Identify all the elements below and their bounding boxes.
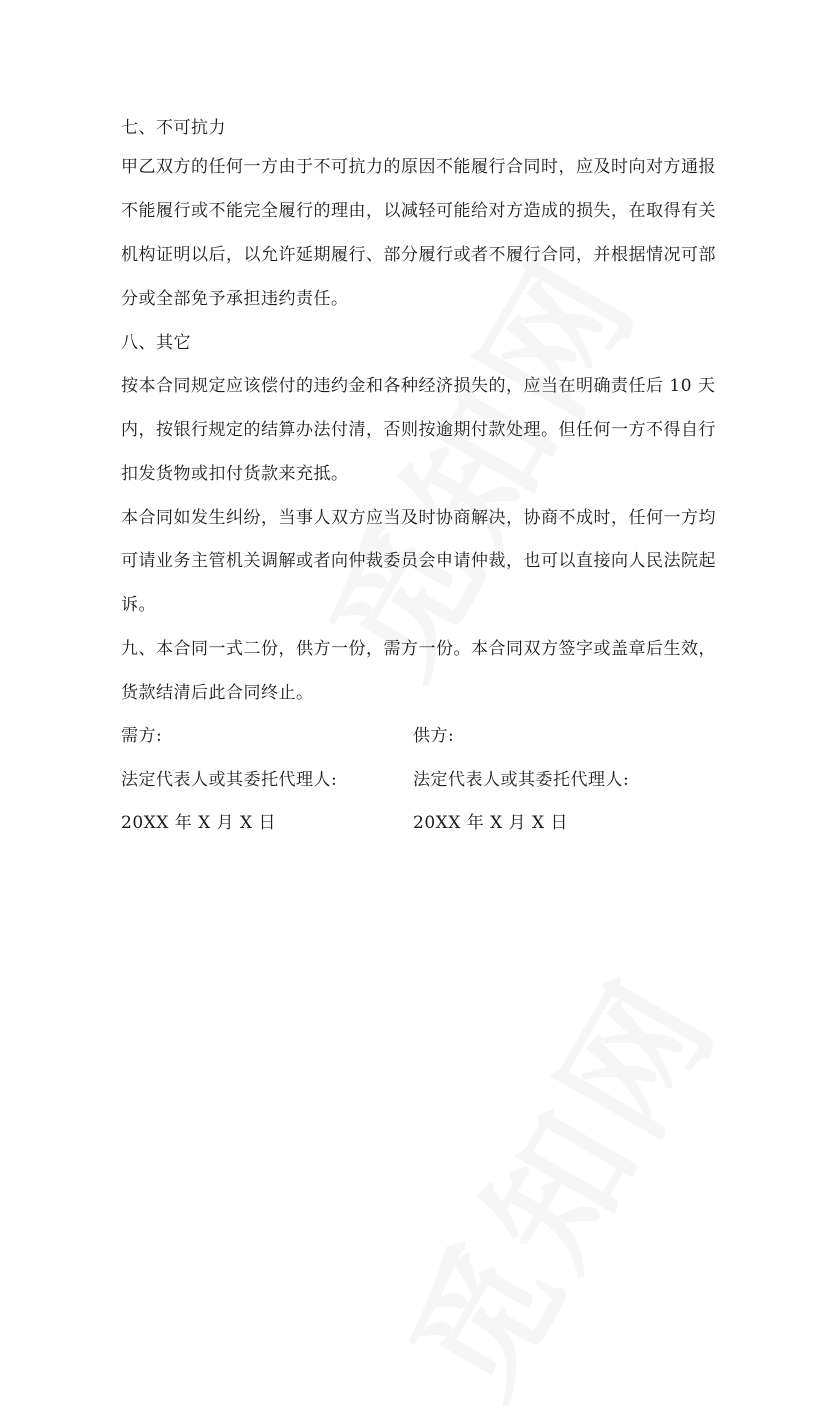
paragraph-line: 机构证明以后，以允许延期履行、部分履行或者不履行合同，并根据情况可部: [121, 245, 716, 265]
buyer-representative-label: 法定代表人或其委托代理人:: [121, 770, 338, 790]
buyer-party-label: 需方:: [121, 726, 163, 746]
section-heading-other: 八、其它: [121, 333, 191, 353]
paragraph-line: 分或全部免予承担违约责任。: [121, 289, 349, 309]
paragraph-line: 本合同如发生纠纷，当事人双方应当及时协商解决，协商不成时，任何一方均: [121, 508, 716, 528]
paragraph-line: 可请业务主管机关调解或者向仲裁委员会申请仲裁，也可以直接向人民法院起: [121, 551, 716, 571]
section-heading-force-majeure: 七、不可抗力: [121, 118, 226, 138]
paragraph-line: 内，按银行规定的结算办法付清，否则按逾期付款处理。但任何一方不得自行: [121, 420, 716, 440]
paragraph-line: 货款结清后此合同终止。: [121, 683, 314, 703]
paragraph-line: 不能履行或不能完全履行的理由，以减轻可能给对方造成的损失，在取得有关: [121, 201, 716, 221]
seller-date: 20XX 年 X 月 X 日: [413, 813, 569, 833]
seller-party-label: 供方:: [413, 726, 455, 746]
paragraph-line: 诉。: [121, 595, 156, 615]
buyer-date: 20XX 年 X 月 X 日: [121, 813, 277, 833]
paragraph-line: 甲乙双方的任何一方由于不可抗力的原因不能履行合同时，应及时向对方通报: [121, 157, 716, 177]
seller-representative-label: 法定代表人或其委托代理人:: [413, 770, 630, 790]
paragraph-line: 按本合同规定应该偿付的违约金和各种经济损失的，应当在明确责任后 10 天: [121, 376, 716, 396]
paragraph-line: 九、本合同一式二份，供方一份，需方一份。本合同双方签字或盖章后生效，: [121, 639, 716, 659]
watermark: [355, 935, 754, 1425]
paragraph-line: 扣发货物或扣付货款来充抵。: [121, 464, 349, 484]
